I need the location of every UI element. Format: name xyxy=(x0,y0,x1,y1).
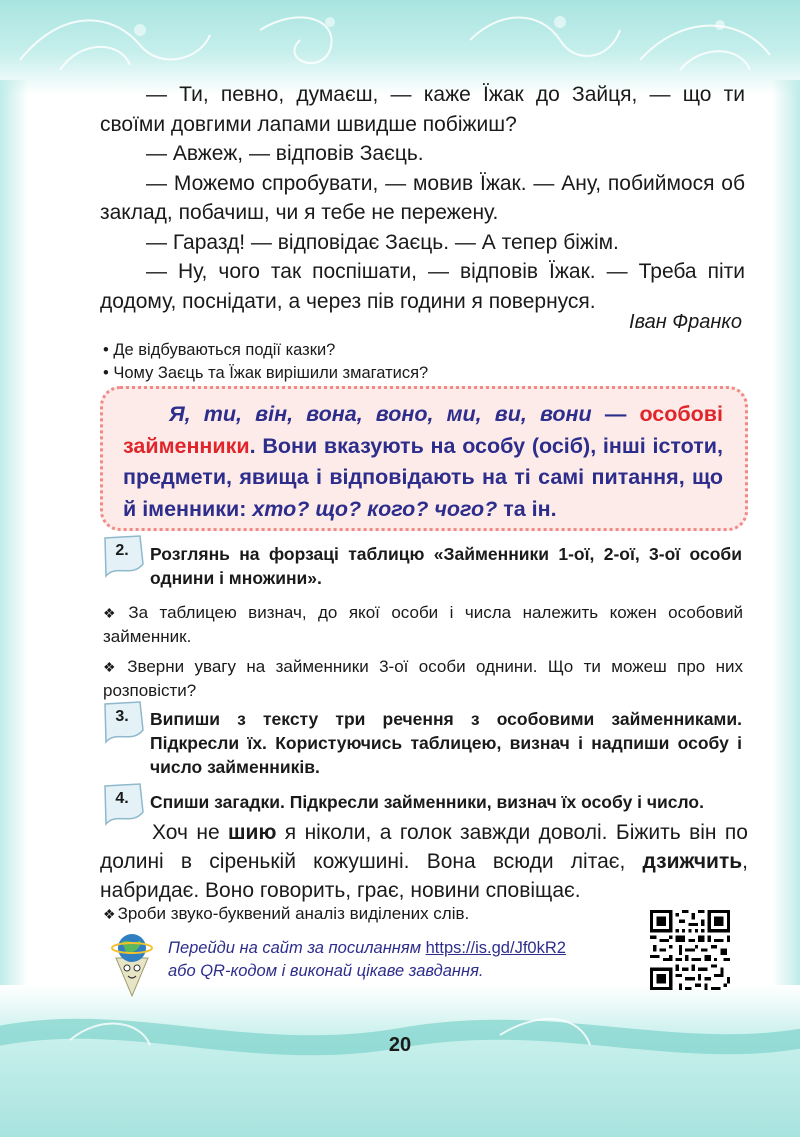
question-item: • Де відбуваються події казки? xyxy=(103,341,336,359)
diamond-bullet-icon: ❖ xyxy=(103,605,123,621)
rule-pronouns: Я, ти, він, вона, воно, ми, ви, вони xyxy=(169,402,592,426)
right-side-band xyxy=(772,80,800,1000)
task-text: Спиши загадки. Підкресли займенники, визнач їх особу і число. xyxy=(150,792,704,812)
top-ornament xyxy=(0,0,800,90)
rule-dash: — xyxy=(591,402,640,426)
question-item: • Чому Заєць та Їжак вирішили змагатися? xyxy=(103,364,429,382)
website-prompt xyxy=(168,937,638,983)
riddle-part: , набридає. Воно говорить, грає, новини сповіщає. xyxy=(100,850,748,902)
bullet-item xyxy=(103,655,743,702)
left-side-band xyxy=(0,80,28,1000)
story-text xyxy=(100,80,745,316)
diamond-bullet-icon: ❖ xyxy=(103,906,116,922)
site-suffix: або QR-кодом і виконай цікаве завдання. xyxy=(168,962,484,980)
story-paragraph: — Можемо спробувати, — мовив Їжак. — Ану, побиймося об заклад, побачиш, чи я тебе не пережену. xyxy=(100,171,745,224)
story-paragraph: — Ти, певно, думаєш, — каже Їжак до Зайця, — що ти своїми довгими лапами швидше побіжиш? xyxy=(100,83,745,136)
diamond-bullet-icon: ❖ xyxy=(103,659,122,675)
rule-text: . Вони вказують на особу (осіб), інші істоти, предмети, явища і відповідають на ті самі питання, що й іменники: xyxy=(123,433,723,521)
task-number: 4. xyxy=(115,790,129,807)
task-number: 3. xyxy=(115,708,129,725)
task-number: 2. xyxy=(115,542,129,559)
story-paragraph: — Ну, чого так поспішати, — відповів Їжак. — Треба піти додому, поснідати, а через пів години я повернуся. xyxy=(100,260,745,313)
page-number: 20 xyxy=(388,1034,412,1056)
sound-analysis-task xyxy=(103,904,469,924)
story-author: Іван Франко xyxy=(629,311,742,333)
site-link[interactable]: https://is.gd/Jf0kR2 xyxy=(425,939,566,957)
story-paragraph: — Гаразд! — відповідає Заєць. — А тепер біжім. xyxy=(146,230,619,254)
riddle-highlighted-word: шию xyxy=(228,821,277,844)
riddle-text xyxy=(100,818,748,905)
rule-questions: хто? що? кого? чого? xyxy=(252,496,498,521)
story-paragraph: — Авжеж, — відповів Заєць. xyxy=(146,142,424,165)
globe-mascot-icon xyxy=(108,928,156,1000)
task-text: Випиши з тексту три речення з особовими займенниками. Підкресли їх. Користуючись таблицею, визнач і надпиши особу і число займенників. xyxy=(150,709,742,777)
bullet-item xyxy=(103,601,743,648)
sound-task-text: Зроби звуко-буквений аналіз виділених слів. xyxy=(117,904,470,923)
bullet-text: Зверни увагу на займенники 3-ої особи однини. Що ти можеш про них розповісти? xyxy=(103,657,743,700)
story-questions xyxy=(103,339,428,385)
rule-text-end: та ін. xyxy=(497,496,557,521)
riddle-part: Хоч не xyxy=(152,821,229,844)
riddle-highlighted-word: дзижчить xyxy=(642,850,743,873)
riddle-part: я ніколи, а голок завжди доволі. Біжить він по долині в сіренькій кожушині. Вона всюди літає, xyxy=(100,821,748,873)
site-prefix: Перейди на сайт за посиланням xyxy=(168,939,426,957)
rule-box xyxy=(100,386,748,531)
bullet-text: За таблицею визнач, до якої особи і числа належить кожен особовий займенник. xyxy=(103,603,743,646)
rule-term: особові займенники xyxy=(123,402,723,458)
task-bullets xyxy=(103,601,743,709)
qr-code[interactable] xyxy=(650,910,730,990)
task-text: Розглянь на форзаці таблицю «Займенники 1-ої, 2-ої, 3-ої особи однини і множини». xyxy=(150,544,742,588)
